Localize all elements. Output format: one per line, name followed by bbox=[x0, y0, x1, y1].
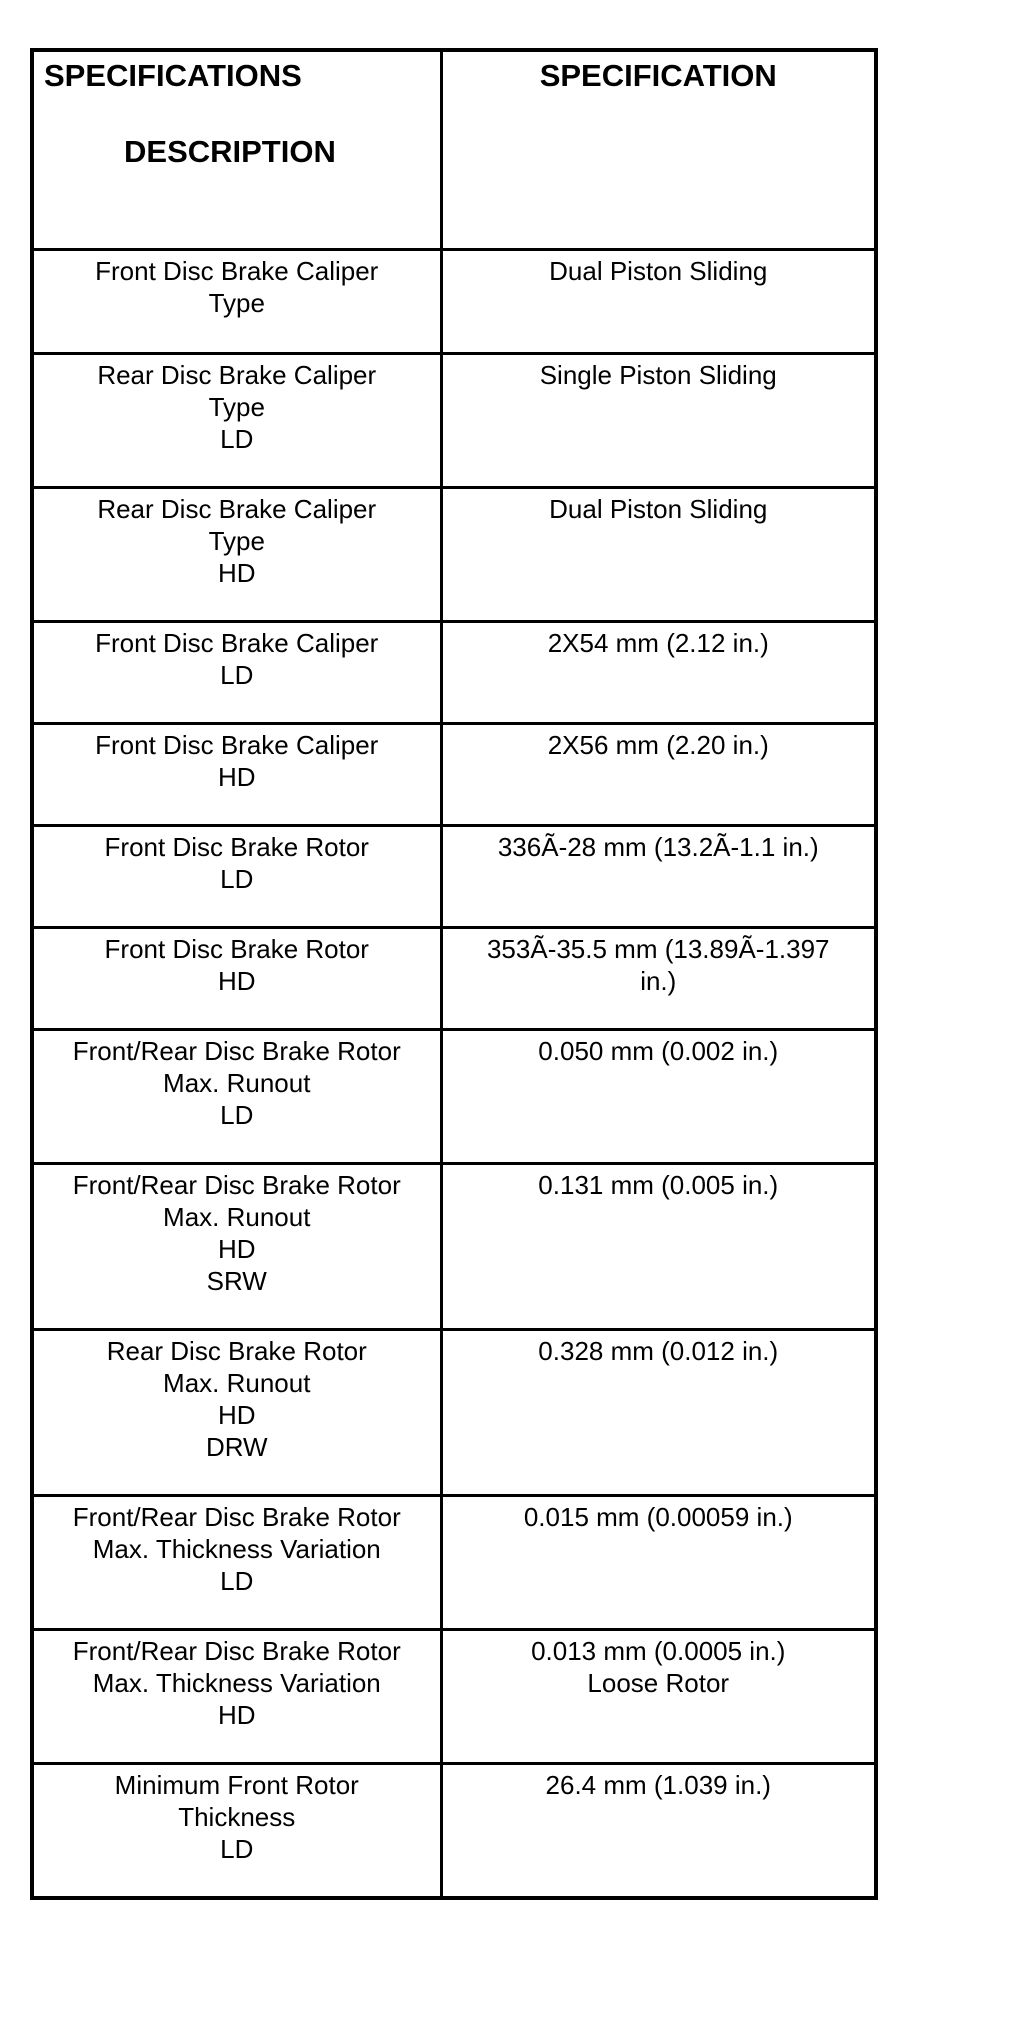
header-description bbox=[32, 50, 441, 250]
table-row bbox=[32, 1496, 876, 1630]
table-row bbox=[32, 354, 876, 488]
specification-cell: Single Piston Sliding bbox=[441, 354, 876, 488]
description-cell: Front Disc Brake Caliper Type bbox=[32, 250, 441, 354]
table-row bbox=[32, 1764, 876, 1898]
specification-cell: 0.131 mm (0.005 in.) bbox=[441, 1164, 876, 1330]
specification-cell: 336Ã-28 mm (13.2Ã-1.1 in.) bbox=[441, 826, 876, 928]
table-header-row bbox=[32, 50, 876, 250]
specification-cell: 0.050 mm (0.002 in.) bbox=[441, 1030, 876, 1164]
specification-cell: Dual Piston Sliding bbox=[441, 250, 876, 354]
table-row bbox=[32, 826, 876, 928]
description-cell: Rear Disc Brake Rotor Max. Runout HD DRW bbox=[32, 1330, 441, 1496]
specification-cell: 26.4 mm (1.039 in.) bbox=[441, 1764, 876, 1898]
description-cell: Minimum Front Rotor Thickness LD bbox=[32, 1764, 441, 1898]
description-cell: Front Disc Brake Caliper HD bbox=[32, 724, 441, 826]
description-cell: Rear Disc Brake Caliper Type HD bbox=[32, 488, 441, 622]
specification-cell: 0.328 mm (0.012 in.) bbox=[441, 1330, 876, 1496]
specifications-table bbox=[30, 48, 878, 1900]
specification-cell: Dual Piston Sliding bbox=[441, 488, 876, 622]
table-row bbox=[32, 928, 876, 1030]
specification-cell: 0.013 mm (0.0005 in.) Loose Rotor bbox=[441, 1630, 876, 1764]
table-row bbox=[32, 1030, 876, 1164]
table-row bbox=[32, 622, 876, 724]
description-cell: Front/Rear Disc Brake Rotor Max. Runout LD bbox=[32, 1030, 441, 1164]
description-cell: Rear Disc Brake Caliper Type LD bbox=[32, 354, 441, 488]
table-row bbox=[32, 724, 876, 826]
specification-cell: 2X54 mm (2.12 in.) bbox=[441, 622, 876, 724]
header-description-line2: DESCRIPTION bbox=[124, 134, 336, 169]
description-cell: Front Disc Brake Rotor LD bbox=[32, 826, 441, 928]
description-cell: Front/Rear Disc Brake Rotor Max. Runout HD SRW bbox=[32, 1164, 441, 1330]
table-row bbox=[32, 488, 876, 622]
description-cell: Front Disc Brake Rotor HD bbox=[32, 928, 441, 1030]
specification-cell: 0.015 mm (0.00059 in.) bbox=[441, 1496, 876, 1630]
specification-cell: 2X56 mm (2.20 in.) bbox=[441, 724, 876, 826]
table-row bbox=[32, 250, 876, 354]
table-row bbox=[32, 1630, 876, 1764]
table-row bbox=[32, 1330, 876, 1496]
header-description-line1: SPECIFICATIONS bbox=[44, 58, 302, 93]
description-cell: Front/Rear Disc Brake Rotor Max. Thickness Variation HD bbox=[32, 1630, 441, 1764]
header-specification: SPECIFICATION bbox=[441, 50, 876, 250]
table-row bbox=[32, 1164, 876, 1330]
description-cell: Front Disc Brake Caliper LD bbox=[32, 622, 441, 724]
description-cell: Front/Rear Disc Brake Rotor Max. Thickness Variation LD bbox=[32, 1496, 441, 1630]
specification-cell: 353Ã-35.5 mm (13.89Ã-1.397 in.) bbox=[441, 928, 876, 1030]
